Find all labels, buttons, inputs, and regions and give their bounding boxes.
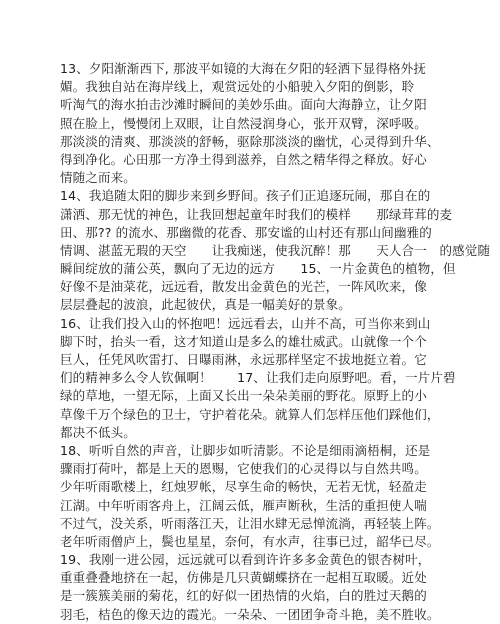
text-line: 情调、湛蓝无瑕的天空 让我痴迷，使我沉醉！那 天人合一 的感觉随 <box>60 242 491 258</box>
text-line: 瞬间绽放的蒲公英，飘向了无边的远方 15、一片金黄色的植物，但 <box>60 261 456 277</box>
text-line: 都决不低头。 <box>60 424 136 440</box>
text-line: 脚下时，抬头一看，这才知道山是多么的雄壮威武。山就像一个个 <box>60 333 427 349</box>
text-line: 江湖。中年听雨客舟上，江阔云低，雁声断秋，生活的重担使人喘 <box>60 497 427 513</box>
text-line: 老年听雨僧庐上，鬓也星星，奈何，有水声，往事已过，韶华已尽。 <box>60 533 440 549</box>
text-line: 们的精神多么令人钦佩啊！ 17、让我们走向原野吧。看，一片片碧 <box>60 370 456 386</box>
text-line: 媚。我独自站在海岸线上，观赏远处的小船驶入夕阳的倒影，聆 <box>60 79 415 95</box>
text-line: 巨人，任凭风吹雷打、日曝雨淋，永远那样坚定不拔地挺立着。它 <box>60 352 427 367</box>
text-line: 13、夕阳渐渐西下, 那波平如镜的大海在夕阳的轻洒下显得格外抚 <box>60 61 427 76</box>
text-line: 骤雨打荷叶，都是上天的恩赐，它使我们的心灵得以与自然共鸣。 <box>60 461 427 477</box>
text-line: 少年听雨歌楼上，红烛罗帐，尽享生命的畅快，无若无忧，轻盈走 <box>60 479 427 495</box>
text-line: 照在脸上，慢慢闭上双眼，让自然浸润身心，张开双臂，深呼吸。 <box>60 115 427 131</box>
text-line: 田、那?? 的流水、那幽微的花香、那安谧的山村还有那山间幽雅的 <box>60 224 432 240</box>
text-line: 是一簇簇美丽的菊花，红的好似一团热情的火焰，白的胜过天鹅的 <box>60 588 427 604</box>
text-line: 19、我刚一进公园，远远就可以看到许许多多金黄色的银杏树叶， <box>60 552 431 568</box>
text-line: 情随之而来。 <box>60 170 136 186</box>
text-line: 好像不是油菜花，远远看，散发出金黄色的光芒，一阵风吹来，像 <box>60 279 427 295</box>
text-line: 那淡淡的清爽、那淡淡的舒畅，驱除那淡淡的幽忧，心灵得到升华、 <box>60 133 440 149</box>
text-line: 14、我追随太阳的脚步来到乡野间。孩子们正追逐玩闹，那自在的 <box>60 188 431 204</box>
text-line: 18、听听自然的声音，让脚步如听清影。不论是细雨滴梧桐，还是 <box>60 442 431 458</box>
text-line: 层层叠起的波浪，此起彼伏，真是一幅美好的景象。 <box>60 297 351 313</box>
text-line: 不过气，没关系，听雨落江天，让泪水肆无忌惮流淌，再轻装上阵。 <box>60 515 440 531</box>
text-line: 重重叠叠地挤在一起，仿佛是几只黄蝴蝶挤在一起相互取暖。近处 <box>60 570 427 586</box>
text-line: 得到净化。心田那一方净土得到滋养，自然之精华得之释放。好心 <box>60 151 427 167</box>
text-line: 潇洒、那无忧的神色，让我回想起童年时我们的模样 那绿茸茸的麦 <box>60 206 453 222</box>
text-line: 草像千万个绿色的卫士，守护着花朵。就算人们怎样压他们踩他们， <box>60 406 440 422</box>
text-line: 绿的草地，一望无际，上面又长出一朵朵美丽的野花。原野上的小 <box>60 388 427 404</box>
text-line: 听淘气的海水拍击沙滩时瞬间的美妙乐曲。面向大海静立，让夕阳 <box>60 97 427 113</box>
text-line: 16、让我们投入山的怀抱吧！远远看去，山并不高，可当你来到山 <box>60 315 431 331</box>
text-line: 羽毛，桔色的像天边的霞光。一朵朵、一团团争奇斗艳，美不胜收。 <box>60 606 440 622</box>
